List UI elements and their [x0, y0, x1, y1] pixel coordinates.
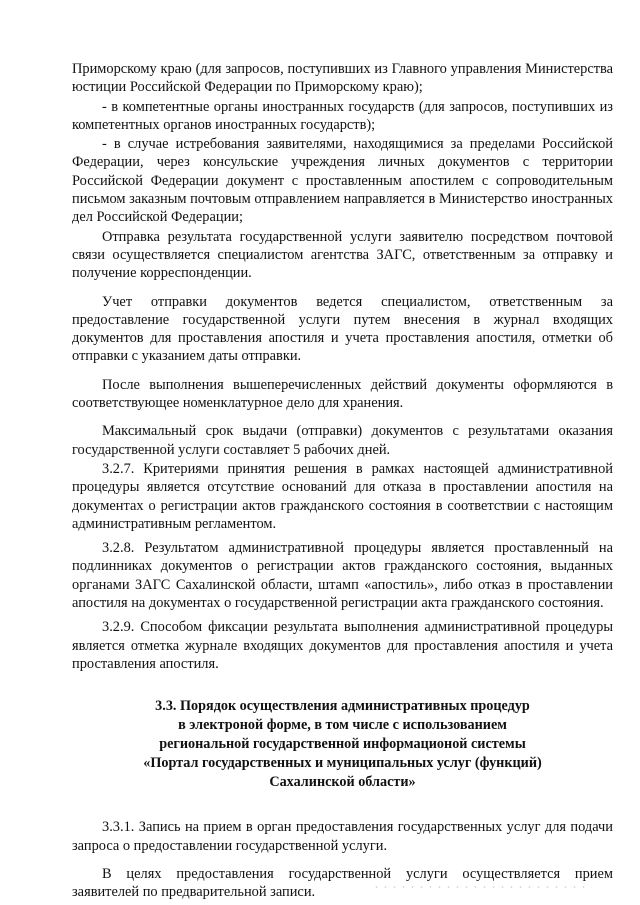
- heading-line: региональной государственной информационой системы: [159, 736, 526, 753]
- heading-line: Сахалинской области»: [269, 774, 416, 791]
- heading-line: в электроной форме, в том числе с использованием: [178, 717, 507, 734]
- clause-3-2-8: 3.2.8. Результатом административной процедуры является проставленный на подлинниках документов о регистрации актов гражданского состояния, выданных органами ЗАГС Сахалинской области, штамп «апостиль», либо отказ в проставлении апостиля на документах о государственной регистрации акта гражданского состояния.: [72, 540, 613, 612]
- clause-3-2-9: 3.2.9. Способом фиксации результата выполнения административной процедуры является отметка журнале входящих документов для проставления апостиля и учета проставления апостиля.: [72, 619, 613, 672]
- paragraph-filing: После выполнения вышеперечисленных действий документы оформляются в соответствующее номенклатурное дело для хранения.: [72, 376, 613, 412]
- section-heading-3-3: [72, 697, 613, 792]
- heading-line: «Портал государственных и муниципальных услуг (функций): [143, 755, 542, 772]
- paragraph-dispatch-registration: Учет отправки документов ведется специалистом, ответственным за предоставление государственной услуги путем внесения в журнал входящих документов для проставления апостиля и учета проставления апостиля, отметки об отправки с указанием даты отправки.: [72, 293, 613, 365]
- document-body: [72, 60, 613, 901]
- paragraph-continuation: Приморскому краю (для запросов, поступивших из Главного управления Министерства юстиции Российской Федерации по Приморскому краю);: [72, 61, 613, 96]
- scan-noise: [372, 884, 592, 890]
- list-item-consular-request: - в случае истребования заявителями, находящимися за пределами Российской Федерации, через консульские учреждения личных документов с территории Российской Федерации документ с проставленным апостилем с сопроводительным письмом заказным почтовым отправлением направляется в Министерство иностранных дел Российской Федерации;: [72, 136, 613, 226]
- paragraph-prior-appointment: В целях предоставления государственной услуги осуществляется прием заявителей по предварительной записи.: [72, 865, 613, 901]
- heading-line: 3.3. Порядок осуществления административных процедур: [155, 698, 530, 715]
- clause-3-3-1: 3.3.1. Запись на прием в орган предоставления государственных услуг для подачи запроса о предоставлении государственной услуги.: [72, 819, 613, 854]
- paragraph-postal-delivery: Отправка результата государственной услуги заявителю посредством почтовой связи осуществляется специалистом агентства ЗАГС, ответственным за отправку и получение корреспонденции.: [72, 228, 613, 282]
- list-item-foreign-authorities: - в компетентные органы иностранных государств (для запросов, поступивших из компетентных органов иностранных государств);: [72, 98, 613, 133]
- clause-3-2-7: 3.2.7. Критериями принятия решения в рамках настоящей административной процедуры является отсутствие оснований для отказа в проставлении апостиля на документах о регистрации актов гражданского состояния в соответствии с настоящим административным регламентом.: [72, 460, 613, 532]
- paragraph-max-term: Максимальный срок выдачи (отправки) документов с результатами оказания государственной услуги составляет 5 рабочих дней.: [72, 423, 613, 458]
